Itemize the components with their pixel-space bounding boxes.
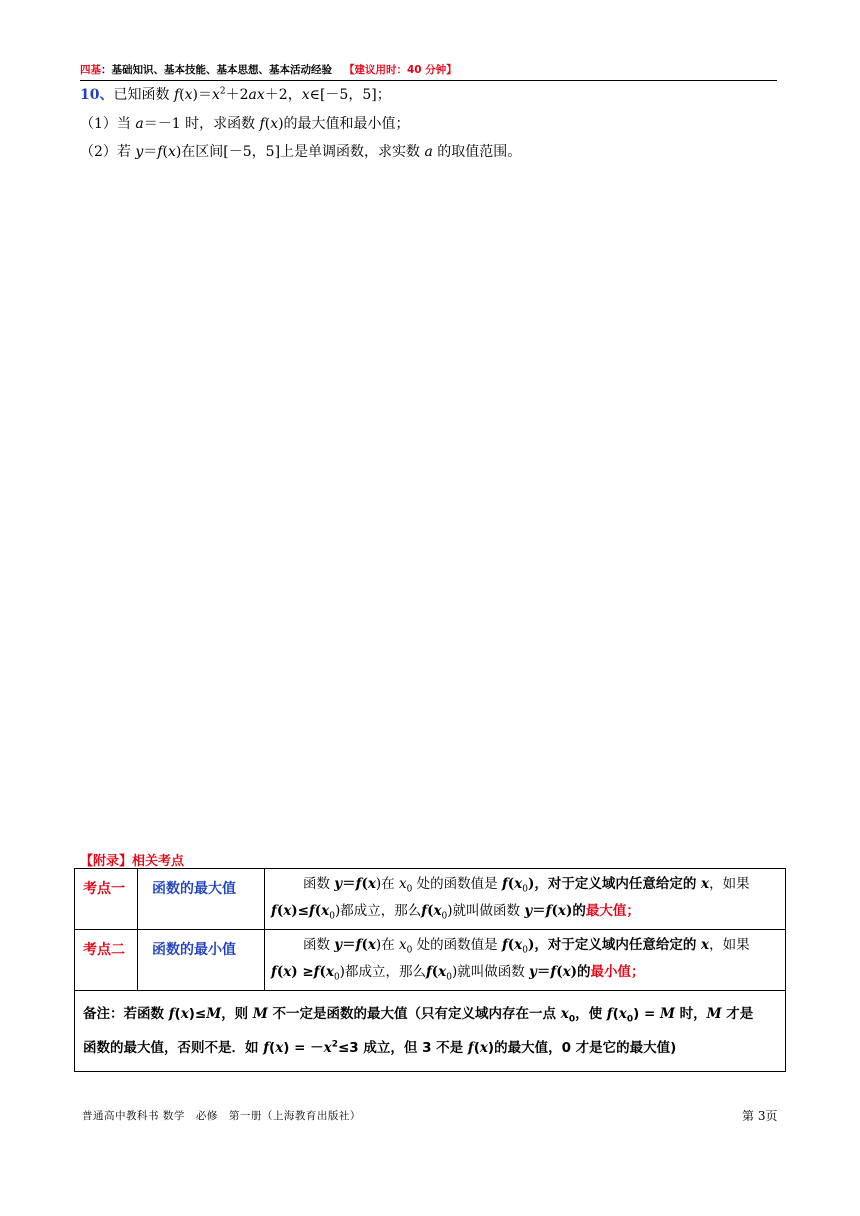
desc-text: f xyxy=(545,903,552,919)
note-text: 时， xyxy=(674,1006,707,1022)
desc-text: ( xyxy=(507,876,515,892)
note-text: x xyxy=(479,1040,488,1056)
desc-text: )的 xyxy=(565,903,586,919)
desc-text: x xyxy=(438,964,447,980)
desc-text: f xyxy=(501,937,508,953)
note-text: 0 xyxy=(626,1014,634,1025)
header-divider xyxy=(80,80,777,81)
note-text: 函数的最大值，否则不是．如 xyxy=(83,1040,264,1056)
desc-text: )在 xyxy=(375,876,399,892)
desc-text: )在 xyxy=(375,937,399,953)
desc-text: 0 xyxy=(333,972,340,983)
desc-text: 处的函数值是 xyxy=(412,876,502,892)
desc-text: x xyxy=(562,964,571,980)
note-text: ( xyxy=(174,1006,181,1022)
table-row xyxy=(75,869,786,930)
desc-text: 0 xyxy=(446,972,452,983)
desc-text: ( xyxy=(361,876,368,892)
stem-text: x xyxy=(301,87,310,103)
desc-text: 0 xyxy=(406,884,413,895)
part1-text: )的最大值和最小值； xyxy=(278,116,410,132)
key-point-title: 函数的最大值 xyxy=(138,869,265,930)
desc-text: 0 xyxy=(329,911,335,922)
desc-text: ，如果 xyxy=(709,937,750,953)
note-text: 0 xyxy=(568,1014,576,1025)
key-point-name: 考点一 xyxy=(75,869,138,930)
note-text: ) = xyxy=(633,1006,660,1022)
note-text: x xyxy=(618,1006,627,1022)
desc-text: x xyxy=(367,937,376,953)
desc-text: y xyxy=(334,937,343,953)
desc-text: ( xyxy=(551,903,558,919)
part2-text: ＝ xyxy=(143,144,158,160)
desc-text: )都成立，那么 xyxy=(339,964,426,980)
desc-text: )就叫做函数 xyxy=(447,903,525,919)
note-text: x xyxy=(323,1040,332,1056)
part2-text: )在区间[－5，5]上是单调函数，求实数 xyxy=(175,144,425,160)
stem-text: 2 xyxy=(219,86,226,97)
note-text: M xyxy=(659,1006,675,1022)
key-points-table xyxy=(74,868,786,1072)
key-point-description xyxy=(265,930,786,991)
note-text: ) = － xyxy=(283,1040,324,1056)
desc-text: f xyxy=(355,876,362,892)
question-stem xyxy=(80,86,391,104)
desc-text: x xyxy=(367,876,376,892)
desc-text: f xyxy=(313,964,320,980)
stem-text: x xyxy=(184,87,193,103)
desc-text: ( xyxy=(276,964,284,980)
desc-text: x xyxy=(557,903,566,919)
desc-text: 函数 xyxy=(303,937,335,953)
desc-text: 0 xyxy=(406,945,413,956)
desc-text: f xyxy=(271,964,277,980)
desc-text: ( xyxy=(507,937,515,953)
desc-text: x xyxy=(283,903,292,919)
header-label: 四基 xyxy=(80,64,101,76)
note-text: x xyxy=(275,1040,284,1056)
desc-text: x xyxy=(433,903,442,919)
stem-text: 已知函数 xyxy=(113,87,174,103)
part2-text: 的取值范围。 xyxy=(432,144,522,160)
desc-text: y xyxy=(529,964,537,980)
part2-text: a xyxy=(424,144,433,160)
desc-text: x xyxy=(398,876,407,892)
desc-text: y xyxy=(524,903,533,919)
desc-text: )，对于定义域内任意给定的 xyxy=(527,937,702,953)
desc-text: ( xyxy=(319,964,326,980)
desc-text: f xyxy=(355,937,362,953)
note-text: ≤3 成立，但 3 不是 xyxy=(337,1040,468,1056)
desc-text: x xyxy=(701,876,710,892)
desc-text: x xyxy=(514,937,523,953)
desc-text: f xyxy=(425,964,432,980)
appendix-title: 【附录】相关考点 xyxy=(80,854,185,869)
desc-highlight: 最大值； xyxy=(585,903,640,919)
stem-text: ＋2 xyxy=(225,87,249,103)
question-part-2 xyxy=(80,143,521,161)
part1-text: （1）当 xyxy=(80,116,136,132)
footer-page-number: 第 3页 xyxy=(742,1109,778,1123)
time-hint: 【建议用时：40 分钟】 xyxy=(344,64,457,76)
table-row xyxy=(75,930,786,991)
stem-text: x xyxy=(211,87,220,103)
note-text: 备注：若函数 xyxy=(83,1006,169,1022)
desc-text: f xyxy=(501,876,508,892)
note-text: )的最大值，0 才是它的最大值) xyxy=(487,1040,677,1056)
part1-text: ＝－1 时，求函数 xyxy=(143,116,260,132)
desc-text: 0 xyxy=(441,911,448,922)
note-text: ( xyxy=(473,1040,480,1056)
part2-text: f xyxy=(157,144,163,160)
desc-text: ＝ xyxy=(342,876,356,892)
note-text: ( xyxy=(612,1006,619,1022)
desc-text: 处的函数值是 xyxy=(412,937,502,953)
note-text: x xyxy=(180,1006,189,1022)
note-text: x xyxy=(560,1006,569,1022)
note-text: ，使 xyxy=(575,1006,607,1022)
desc-text: ( xyxy=(276,903,284,919)
desc-text: 函数 xyxy=(303,876,335,892)
desc-text: )就叫做函数 xyxy=(451,964,530,980)
stem-text: ( xyxy=(179,87,185,103)
desc-text: )≤ xyxy=(291,903,309,919)
note-text: M xyxy=(706,1006,722,1022)
desc-text: x xyxy=(398,937,407,953)
footer-book-title: 普通高中教科书 数学 必修 第一册（上海教育出版社） xyxy=(82,1110,361,1122)
note-text: ，则 xyxy=(221,1006,253,1022)
desc-text: x xyxy=(325,964,334,980)
stem-text: ax xyxy=(248,87,265,103)
part2-text: x xyxy=(167,144,176,160)
note-text: M xyxy=(252,1006,268,1022)
appendix-note xyxy=(75,991,786,1072)
desc-text: x xyxy=(701,937,710,953)
header-text: ：基础知识、基本技能、基本思想、基本活动经验 xyxy=(101,64,332,76)
desc-text: f xyxy=(271,903,277,919)
desc-text: )都成立，那么 xyxy=(334,903,422,919)
note-text: f xyxy=(168,1006,175,1022)
note-text: 不一定是函数的最大值（只有定义域内存在一点 xyxy=(267,1006,561,1022)
note-text: )≤ xyxy=(188,1006,207,1022)
desc-text: 0 xyxy=(522,945,528,956)
stem-text: f xyxy=(173,87,180,103)
desc-text: )，对于定义域内任意给定的 xyxy=(527,876,702,892)
desc-text: ( xyxy=(361,937,368,953)
part1-text: ( xyxy=(264,116,271,132)
desc-highlight: 最小值； xyxy=(590,964,645,980)
desc-text: ＝ xyxy=(532,903,546,919)
note-text: M xyxy=(206,1006,222,1022)
key-point-description xyxy=(265,869,786,930)
desc-text: f xyxy=(550,964,557,980)
desc-text: ) ≥ xyxy=(291,964,314,980)
desc-text: f xyxy=(308,903,315,919)
note-text: f xyxy=(606,1006,613,1022)
desc-text: ，如果 xyxy=(709,876,750,892)
desc-text: ＝ xyxy=(536,964,551,980)
desc-text: ( xyxy=(427,903,434,919)
desc-text: ( xyxy=(314,903,322,919)
desc-text: ( xyxy=(556,964,563,980)
stem-text: )＝ xyxy=(192,87,212,103)
desc-text: ＝ xyxy=(342,937,356,953)
part1-text: a xyxy=(135,116,144,132)
part2-text: （2）若 xyxy=(80,144,136,160)
desc-text: 0 xyxy=(522,884,528,895)
stem-text: ∈[－5，5]； xyxy=(309,87,391,103)
part1-text: f xyxy=(259,116,265,132)
key-point-title: 函数的最小值 xyxy=(138,930,265,991)
part2-text: ( xyxy=(162,144,168,160)
desc-text: x xyxy=(514,876,523,892)
part2-text: y xyxy=(135,144,144,160)
note-text: f xyxy=(467,1040,474,1056)
note-text: ( xyxy=(269,1040,276,1056)
note-text: f xyxy=(263,1040,270,1056)
desc-text: x xyxy=(321,903,330,919)
page-header xyxy=(80,63,777,77)
question-part-1 xyxy=(80,115,410,133)
question-number: 10、 xyxy=(80,87,114,103)
table-row xyxy=(75,991,786,1072)
key-point-name: 考点二 xyxy=(75,930,138,991)
part1-text: x xyxy=(270,116,279,132)
note-text: 才是 xyxy=(721,1006,754,1022)
desc-text: ( xyxy=(431,964,439,980)
stem-text: ＋2， xyxy=(264,87,302,103)
desc-text: f xyxy=(421,903,428,919)
desc-text: x xyxy=(283,964,292,980)
note-text: 2 xyxy=(331,1039,338,1050)
desc-text: y xyxy=(334,876,343,892)
desc-text: )的 xyxy=(570,964,591,980)
